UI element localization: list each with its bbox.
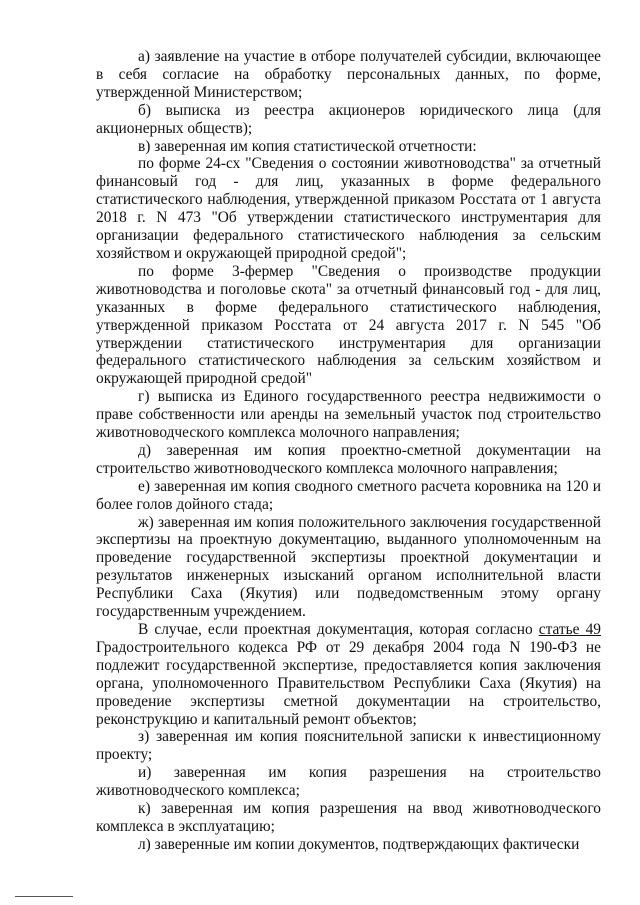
paragraph-form-24sh: по форме 24-сх "Сведения о состоянии животноводства" за отчетный финансовый год - для лиц, указанных в форме федерального статистического наблюдения, утвержденной приказом Росстата от 1 августа 2018 г. N 473 "Об утверждении статистического инструментария для организации федерального статистического наблюдения за сельским хозяйством и окружающей природной средой"; <box>96 155 601 262</box>
paragraph-case <box>96 621 601 728</box>
paragraph-form-3fermer: по форме 3-фермер "Сведения о производстве продукции животноводства и поголовье скота" за отчетный финансовый год - для лиц, указанных в форме федерального статистического наблюдения, утвержденной приказом Росстата от 24 августа 2017 г. N 545 "Об утверждении статистического инструментария для организации федерального статистического наблюдения за сельским хозяйством и окружающей природной средой" <box>96 262 601 388</box>
paragraph-zh: ж) заверенная им копия положительного заключения государственной экспертизы на проектную документацию, выданного уполномоченным на проведение государственной экспертизы проектной документации и результатов инженерных изысканий органом исполнительной власти Республики Саха (Якутия) или подведомственным этому органу государственным учреждением. <box>96 513 601 621</box>
paragraph-l: л) заверенные им копии документов, подтверждающих фактически <box>138 835 580 853</box>
paragraph-a: а) заявление на участие в отборе получателей субсидии, включающее в себя согласие на обработку персональных данных, по форме, утвержденной Министерством; <box>96 48 601 101</box>
article-49-link[interactable]: статье 49 <box>538 621 601 638</box>
paragraph-g: г) выписка из Единого государственного реестра недвижимости о праве собственности или аренды на земельный участок под строительство животноводческого комплекса молочного направления; <box>96 388 601 442</box>
paragraph-v: в) заверенная им копия статистической отчетности: <box>138 137 477 155</box>
paragraph-d: д) заверенная им копия проектно-сметной документации на строительство животноводческого комплекса молочного направления; <box>96 441 601 477</box>
paragraph-i: и) заверенная им копия разрешения на строительство животноводческого комплекса; <box>96 764 601 800</box>
footnote-divider <box>15 896 73 897</box>
paragraph-e: е) заверенная им копия сводного сметного расчета коровника на 120 и более голов дойного стада; <box>96 477 601 513</box>
case-text-after: Градостроительного кодекса РФ от 29 декабря 2004 года N 190-ФЗ не подлежит государственной экспертизе, предоставляется копия заключения органа, уполномоченного Правительством Республики Саха (Якутия) на проведение экспертизы сметной документации на строительство, реконструкцию и капитальный ремонт объектов; <box>96 638 601 728</box>
case-text-before: В случае, если проектная документация, которая согласно <box>138 621 539 638</box>
document-page <box>96 48 601 854</box>
paragraph-b: б) выписка из реестра акционеров юридического лица (для акционерных обществ); <box>96 101 601 137</box>
paragraph-z: з) заверенная им копия пояснительной записки к инвестиционному проекту; <box>96 728 601 764</box>
paragraph-k: к) заверенная им копия разрешения на ввод животноводческого комплекса в эксплуатацию; <box>96 800 601 835</box>
